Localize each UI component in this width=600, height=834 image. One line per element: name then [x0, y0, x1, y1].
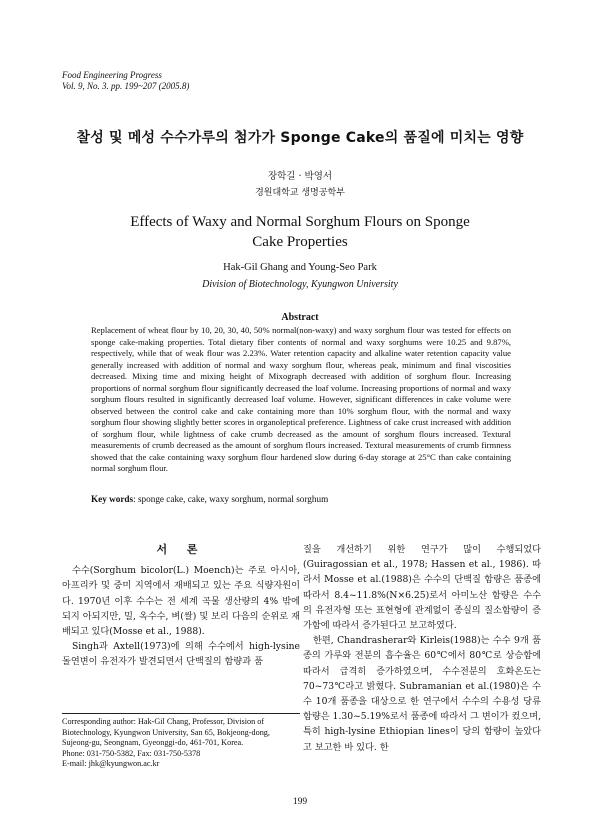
footnote-divider — [62, 713, 300, 714]
keywords-label: Key words — [91, 494, 134, 504]
korean-title: 찰성 및 메성 수수가루의 첨가가 Sponge Cake의 품질에 미치는 영향 — [76, 130, 524, 146]
right-column — [303, 542, 541, 755]
keywords — [91, 494, 511, 504]
intro-heading: 서 론 — [156, 543, 206, 556]
abstract-text: Replacement of wheat flour by 10, 20, 30, 40, 50% normal(non-waxy) and waxy sorghum flour was tested for effects on sponge cake-making properties. Total dietary fiber contents of normal and waxy sorghums were 10.25 and 9.87%, respectively, while that of weak flour was 2.23%. Water retention capacity and alkaline water retention capacity value generally increased with addition of normal and waxy sorghum flour, whereas peak, minimum and final viscosities decreased. Mixing time and mixing height of Mixograph decreased with addition of sorghum flour. Increasing proportions of normal sorghum flour significantly decreased the loaf volume. Increasing proportions of normal and waxy sorghum flours resulted in significantly decreased loaf volume. However, significant differences in cake volume were observed between the control cake and cake containing more than 10% sorghum flour, with the normal and waxy sorghum flour showing slightly better scores in organoleptical preference. Lightness of cake crust increased with addition of sorghum flour, while lightness of cake crumb decreased as the amount of sorghum flours increased. Textural measurements of crumb decreased as the amount of sorghum flours increased. Textural measurements of crumb firmness showed that the cake containing waxy sorghum flour hardened slow during 6-day storage at 25°C than cake containing normal sorghum flour. — [91, 325, 511, 473]
corresponding-line-5: E-mail: jhk@kyungwon.ac.kr — [62, 759, 160, 768]
english-title-line2: Cake Properties — [252, 234, 348, 250]
english-title — [0, 212, 600, 252]
intro-right-paragraph-2: 한편, Chandrasherar와 Kirleis(1988)는 수수 9개 품종의 가루와 전분의 흡수율은 60℃에서 80℃로 상승함에 따라서 급격히 증가하였으며, 수수전분의 호화온도는 70~73℃라고 밝혔다. Subramanian et al.(1980)은 수수 10개 품종을 대상으로 한 연구에서 수수의 수용성 당류 함량은 1.30~5.19%로서 품종에 따라서 그 변이가 컸으며, 특히 high-lysine Ethiopian lines이 당의 함량이 높았다고 보고한 바 있다. 한 — [303, 635, 541, 753]
corresponding-line-4: Phone: 031-750-5382, Fax: 031-750-5378 — [62, 748, 201, 758]
journal-volume: Vol. 9, No. 3. pp. 199~207 (2005.8) — [62, 81, 190, 91]
left-column — [62, 542, 300, 670]
corresponding-line-1: Corresponding author: Hak-Gil Chang, Professor, Division of — [62, 717, 265, 726]
corresponding-line-3: Sujeong-gu, Seongnam, Gyeonggi-do, 461-701, Korea. — [62, 738, 244, 747]
journal-header — [62, 70, 189, 92]
corresponding-author-note — [62, 717, 302, 770]
keywords-text: : sponge cake, cake, waxy sorghum, normal sorghum — [133, 494, 329, 504]
journal-name: Food Engineering Progress — [62, 70, 162, 80]
abstract-heading: Abstract — [281, 312, 319, 323]
english-title-line1: Effects of Waxy and Normal Sorghum Flours on Sponge — [130, 214, 470, 230]
korean-authors: 장학길 · 박영서 — [267, 171, 333, 182]
corresponding-line-2: Biotechnology, Kyungwon University, San 65, Bokjeong-dong, — [62, 727, 270, 737]
intro-right-paragraph-1: 질을 개선하기 위한 연구가 많이 수행되었다(Guiragossian et al., 1978; Hassen et al., 1986). 따라서 Mosse et al.(1988)은 수수의 단백질 함량은 품종에 따라서 8.4~11.8%(N×6.25)로서 아미노산 함량은 수수의 유전자형 또는 표현형에 관계없이 종실의 질소함량이 증가함에 따라서 증가된다고 보고하였다. — [303, 544, 541, 632]
intro-left-paragraph-2: Singh과 Axtell(1973)에 의해 수수에서 high-lysine 돌연변이 유전자가 발견되면서 단백질의 함량과 품 — [62, 641, 300, 668]
english-authors: Hak-Gil Ghang and Young-Seo Park — [223, 262, 377, 273]
korean-affiliation: 경원대학교 생명공학부 — [255, 188, 345, 198]
english-affiliation: Division of Biotechnology, Kyungwon University — [202, 279, 398, 290]
page-number: 199 — [292, 797, 308, 807]
intro-left-paragraph-1: 수수(Sorghum bicolor(L.) Moench)는 주로 아시아, 아프리카 및 중미 지역에서 재배되고 있는 주요 식량자원이다. 1970년 이후 수수는 전 세계 곡물 생산량의 4% 밖에 되지 아되지만, 밀, 옥수수, 벼(쌀) 및 보리 다음의 순위로 재배되고 있다(Mosse et al., 1988). — [62, 565, 300, 638]
